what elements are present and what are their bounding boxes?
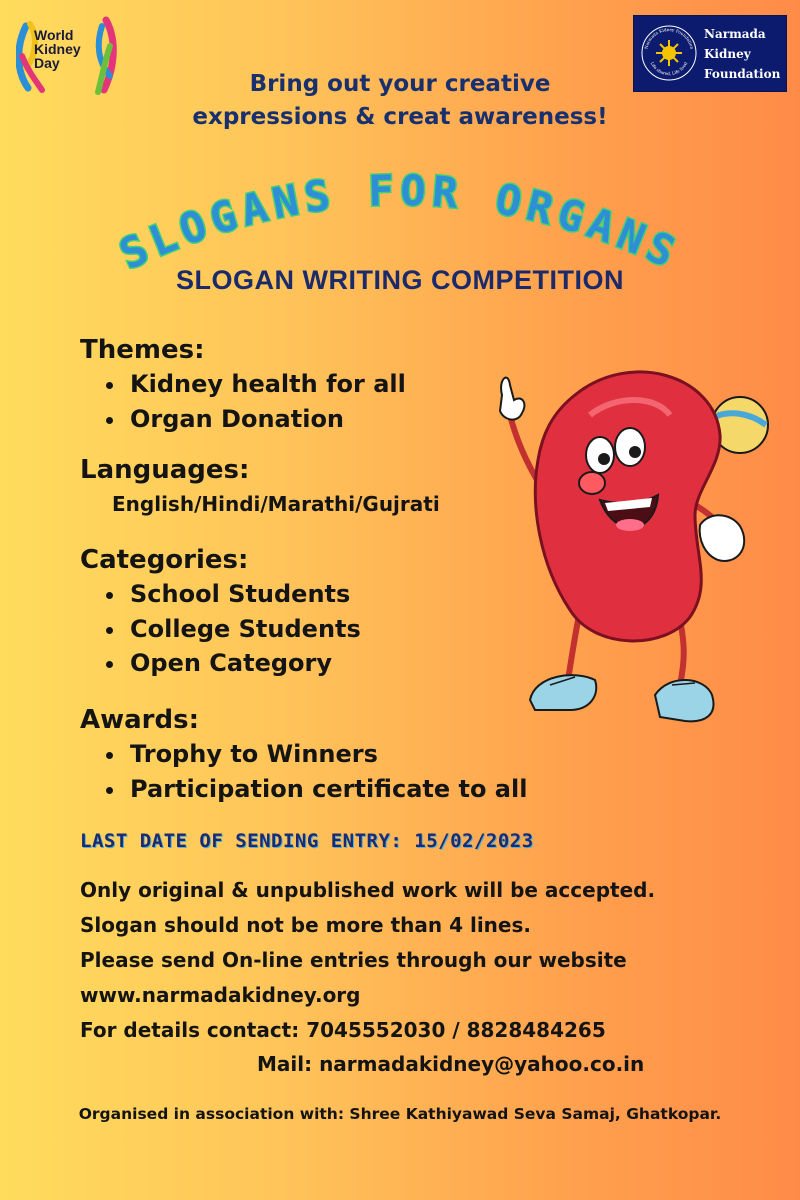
languages-heading: Languages: bbox=[80, 455, 250, 485]
svg-text:SLOGANS FOR ORGANS: SLOGANS FOR ORGANS bbox=[112, 165, 688, 280]
tagline: Bring out your creative expressions & creat awareness! bbox=[192, 71, 608, 130]
list-item: Organ Donation bbox=[100, 402, 406, 437]
languages-section bbox=[80, 453, 440, 521]
world-kidney-day-text: World Kidney Day bbox=[34, 27, 81, 71]
list-item: Trophy to Winners bbox=[100, 737, 527, 772]
svg-text:Life shared, Life lived: Life shared, Life lived bbox=[649, 60, 689, 77]
mail-contact[interactable]: Mail: narmadakidney@yahoo.co.in bbox=[257, 1052, 645, 1076]
kidney-mascot-illustration bbox=[480, 355, 780, 735]
themes-section bbox=[80, 333, 406, 436]
footer-association: Organised in association with: Shree Kathiyawad Seva Samaj, Ghatkopar. bbox=[78, 1105, 722, 1123]
awards-section bbox=[80, 703, 527, 806]
list-item: School Students bbox=[100, 577, 361, 612]
list-item: Participation certificate to all bbox=[100, 772, 527, 807]
foundation-name: Narmada Kidney Foundation bbox=[704, 27, 781, 81]
svg-text:Narmada Kidney Foundation: Narmada Kidney Foundation bbox=[643, 26, 695, 50]
list-item: Open Category bbox=[100, 646, 361, 681]
note-line: Only original & unpublished work will be accepted. bbox=[80, 878, 656, 902]
contact-line: For details contact: 7045552030 / 8828484265 bbox=[80, 1018, 606, 1042]
note-line: Slogan should not be more than 4 lines. bbox=[80, 913, 531, 937]
subtitle: SLOGAN WRITING COMPETITION bbox=[176, 265, 624, 295]
categories-heading: Categories: bbox=[80, 545, 249, 575]
themes-heading: Themes: bbox=[80, 335, 205, 365]
note-line: Please send On-line entries through our website bbox=[80, 948, 627, 972]
categories-section bbox=[80, 543, 361, 681]
awards-heading: Awards: bbox=[80, 705, 199, 735]
themes-list bbox=[80, 367, 406, 436]
list-item: Kidney health for all bbox=[100, 367, 406, 402]
languages-text: English/Hindi/Marathi/Gujrati bbox=[112, 492, 440, 516]
website-link[interactable]: www.narmadakidney.org bbox=[80, 983, 361, 1007]
list-item: College Students bbox=[100, 612, 361, 647]
notes-block bbox=[80, 873, 655, 1048]
awards-list bbox=[80, 737, 527, 806]
categories-list bbox=[80, 577, 361, 681]
deadline-text: LAST DATE OF SENDING ENTRY: 15/02/2023 bbox=[80, 830, 534, 852]
